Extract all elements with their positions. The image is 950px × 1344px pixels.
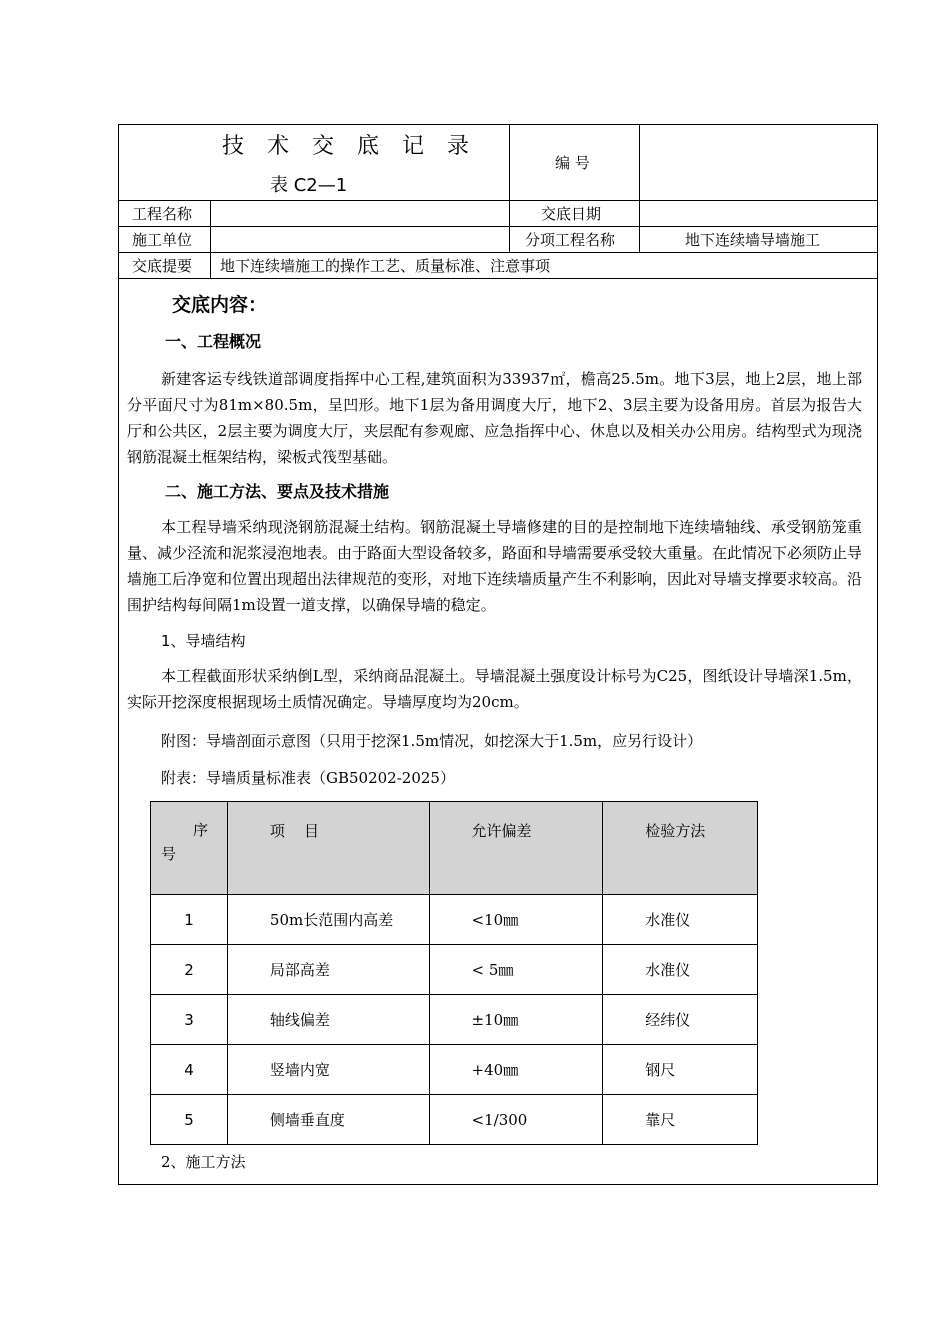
table-row <box>151 995 758 1045</box>
row-item: 侧墙垂直度 <box>227 1095 429 1145</box>
table-row <box>151 945 758 995</box>
header-seq-top: 序 <box>193 821 209 839</box>
grid-line <box>118 252 878 253</box>
row-method: 水准仪 <box>603 945 758 995</box>
row-tolerance: <10㎜ <box>429 895 603 945</box>
project-name-label: 工程名称 <box>132 205 193 223</box>
row-tolerance: < 5㎜ <box>429 945 603 995</box>
header-method <box>603 802 758 895</box>
row-tolerance: ±10㎜ <box>429 995 603 1045</box>
row-number: 4 <box>151 1045 228 1095</box>
header-method-label: 检验方法 <box>645 822 706 840</box>
row-number: 3 <box>151 995 228 1045</box>
section2-title: 二、施工方法、要点及技术措施 <box>165 482 390 501</box>
grid-line <box>118 278 878 279</box>
grid-line <box>210 200 211 278</box>
grid-line <box>118 200 878 201</box>
row-method: 水准仪 <box>603 895 758 945</box>
subitem-label: 分项工程名称 <box>525 231 616 249</box>
row-tolerance: <1/300 <box>429 1095 603 1145</box>
header-item <box>227 802 429 895</box>
number-label: 编 号 <box>555 154 590 172</box>
row-number: 2 <box>151 945 228 995</box>
unit-label: 施工单位 <box>132 231 193 249</box>
table-row <box>151 1095 758 1145</box>
row-tolerance: +40㎜ <box>429 1045 603 1095</box>
row-number: 5 <box>151 1095 228 1145</box>
grid-line <box>639 124 640 252</box>
row-item: 轴线偏差 <box>227 995 429 1045</box>
row-item: 竖墙内宽 <box>227 1045 429 1095</box>
summary-label: 交底提要 <box>132 257 193 275</box>
grid-line <box>509 124 510 252</box>
header-tolerance <box>429 802 603 895</box>
row-item: 50m长范围内高差 <box>227 895 429 945</box>
summary-value: 地下连续墙施工的操作工艺、质量标准、注意事项 <box>220 257 551 275</box>
row-method: 靠尺 <box>603 1095 758 1145</box>
quality-standard-table <box>150 801 758 1145</box>
table-note: 附表：导墙质量标准表（GB50202-2025） <box>161 769 455 787</box>
header-seq <box>151 802 228 895</box>
table-row <box>151 895 758 945</box>
content-heading: 交底内容： <box>172 294 268 316</box>
section1-title: 一、工程概况 <box>165 332 262 351</box>
section2-paragraph: 本工程导墙采纳现浇钢筋混凝土结构。钢筋混凝土导墙修建的目的是控制地下连续墙轴线、承受钢筋笼重量、减少泾流和泥浆浸泡地表。由于路面大型设备较多，路面和导墙需要承受较大重量。在此情况下必须防止导墙施工后净宽和位置出现超出法律规范的变形，对地下连续墙质量产生不利影响，因此对导墙支撑要求较高。沿围护结构每间隔1m设置一道支撑，以确保导墙的稳定。 <box>127 518 863 614</box>
row-number: 1 <box>151 895 228 945</box>
header-tolerance-label: 允许偏差 <box>471 822 532 840</box>
row-method: 钢尺 <box>603 1045 758 1095</box>
header-item-label: 项 目 <box>269 822 319 840</box>
row-method: 经纬仪 <box>603 995 758 1045</box>
sub2-title: 2、施工方法 <box>161 1153 246 1171</box>
sub1-paragraph: 本工程截面形状采纳倒L型，采纳商品混凝土。导墙混凝土强度设计标号为C25，图纸设计导墙深1.5m，实际开挖深度根据现场土质情况确定。导墙厚度均为20cm。 <box>127 667 862 711</box>
table-header-row <box>151 802 758 895</box>
date-label: 交底日期 <box>541 205 602 223</box>
grid-line <box>118 226 878 227</box>
sub1-title: 1、导墙结构 <box>161 632 246 650</box>
figure-note: 附图：导墙剖面示意图（只用于挖深1.5m情况，如挖深大于1.5m，应另行设计） <box>161 732 703 750</box>
header-seq-bottom: 号 <box>161 845 177 863</box>
row-item: 局部高差 <box>227 945 429 995</box>
subitem-value: 地下连续墙导墙施工 <box>685 231 821 249</box>
section1-paragraph: 新建客运专线铁道部调度指挥中心工程,建筑面积为33937㎡，檐高25.5m。地下3层，地上2层，地上部分平面尺寸为81m×80.5m，呈凹形。地下1层为备用调度大厅，地下2、3层主要为设备用房。首层为报告大厅和公共区，2层主要为调度大厅，夹层配有参观廊、应急指挥中心、休息以及相关办公用房。结构型式为现浇钢筋混凝土框架结构，梁板式筏型基础。 <box>127 370 862 466</box>
form-number: 表 C2—1 <box>270 175 348 196</box>
table-row <box>151 1045 758 1095</box>
form-title: 技 术 交 底 记 录 <box>222 134 477 159</box>
